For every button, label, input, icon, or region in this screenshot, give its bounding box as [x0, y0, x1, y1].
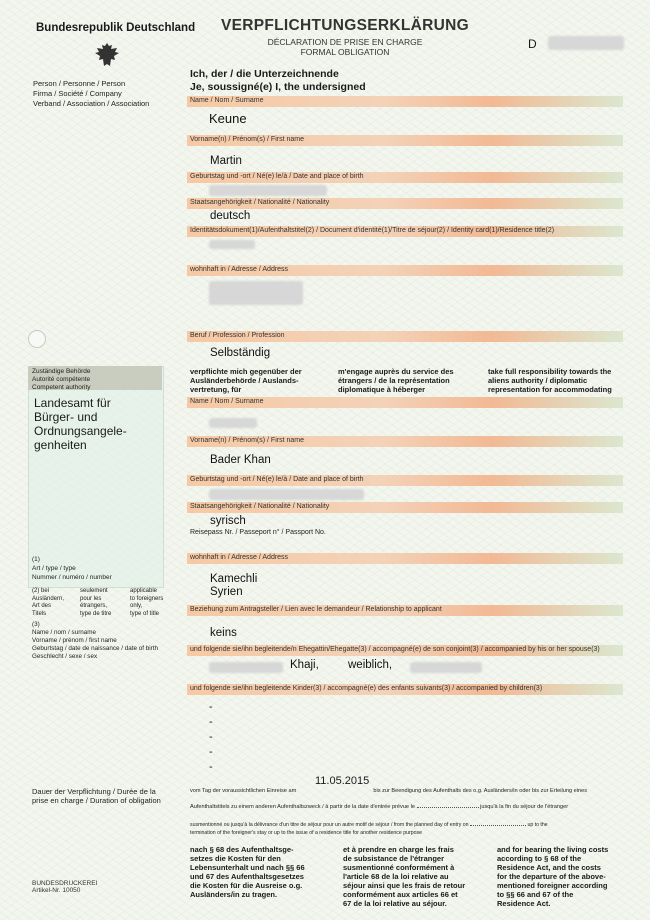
label-band: [187, 135, 623, 146]
surname-label: Name / Nom / Surname: [190, 97, 264, 104]
child-entry: -: [209, 716, 213, 728]
footnote-text: to foreigners: [130, 595, 164, 602]
footnote-text: Name / nom / surname: [32, 629, 97, 636]
duration-line-2: [190, 803, 568, 812]
authority-name: [34, 396, 127, 452]
punch-hole: [28, 330, 46, 348]
label-band: [187, 96, 623, 107]
costs-fr: [343, 845, 483, 908]
footnote-marker: (3): [32, 621, 40, 628]
label-band: [187, 172, 623, 183]
label-band: [187, 684, 623, 695]
footnote-2-fr: [80, 588, 126, 618]
child-entry: -: [209, 731, 213, 743]
intro-text: [190, 68, 366, 94]
children-label: und folgende sie/ihn begleitende Kinder(3) / accompagné(e) des enfants suivants(3) / accompanied by children(3): [190, 685, 543, 692]
authority-label-de: Zuständige Behörde: [32, 368, 91, 375]
costs-line: according to § 68 of the: [497, 854, 582, 863]
guarantor-firstname: Martin: [210, 155, 242, 167]
guest-address-label: wohnhaft in / Adresse / Address: [190, 554, 289, 561]
intro-line-fr-en: Je, soussigné(e) I, the undersigned: [190, 81, 366, 93]
form-subtitle-en: FORMAL OBLIGATION: [300, 47, 390, 57]
authority-name-line: Bürger- und: [34, 410, 98, 424]
guarantor-surname: Keune: [209, 111, 247, 126]
guest-country: Syrien: [210, 586, 243, 598]
redacted-address: [209, 281, 303, 305]
footnote-1: [32, 555, 112, 582]
obligation-line: m'engage auprès du service des: [338, 367, 454, 376]
footnote-text: Art / type / type: [32, 565, 76, 572]
relation-label: Beziehung zum Antragsteller / Lien avec le demandeur / Relationship to applicant: [190, 606, 442, 613]
obligation-line: étrangers / de la représentation: [338, 376, 450, 385]
duration-line-4: termination of the foreigner's stay or up to the issue of a residence title for another residence purpose: [190, 830, 422, 836]
footnote-text: étrangers,: [80, 603, 108, 609]
person-type-line: Person / Personne / Person: [33, 79, 126, 88]
printer-mark: [32, 880, 97, 894]
obligation-line: vertretung, für: [190, 385, 242, 394]
guest-firstname: Bader Khan: [210, 454, 271, 466]
spouse-name-part: Khaji,: [290, 659, 319, 671]
costs-line: for the departure of the above-: [497, 872, 606, 881]
footnote-text: Geburtstag / date de naissance / date of birth: [32, 645, 159, 652]
address-label: wohnhaft in / Adresse / Address: [190, 266, 289, 273]
document-number-prefix: D: [528, 37, 537, 51]
authority-header: [28, 366, 162, 390]
duration-label: [32, 787, 161, 805]
guarantor-nationality: deutsch: [210, 210, 251, 222]
footnote-text: seulement: [80, 588, 108, 594]
duration-text: up to the: [527, 822, 548, 828]
obligation-en: [488, 367, 628, 394]
costs-en: [497, 845, 632, 908]
costs-line: mentioned foreigner according: [497, 881, 608, 890]
label-band: [187, 645, 623, 656]
costs-line: Residence Act, and the costs: [497, 863, 601, 872]
redacted-spouse-birth: [410, 662, 482, 673]
costs-line: Ausländers/in zu tragen.: [190, 890, 278, 899]
guest-nationality-label: Staatsangehörigkeit / Nationalité / Nationality: [190, 503, 330, 510]
duration-text: vom Tag der voraussichtlichen Einreise am: [190, 788, 297, 794]
label-band: [187, 475, 623, 486]
guest-relation: keins: [210, 627, 237, 639]
child-entry: -: [209, 701, 213, 713]
duration-label-line: Dauer der Verpflichtung / Durée de la: [32, 787, 156, 796]
footnote-3: [32, 621, 158, 661]
costs-line: Lebensunterhalt und nach §§ 66: [190, 863, 305, 872]
authority-name-line: Landesamt für: [34, 396, 111, 410]
guest-firstname-label: Vorname(n) / Prénom(s) / First name: [190, 437, 304, 444]
costs-line: l'article 68 de la loi relative au: [343, 872, 449, 881]
identity-label: Identitätsdokument(1)/Aufenthaltstitel(2) / Document d'identité(1)/Titre de séjour(2) / Identity card(1)/Residence title(2): [190, 227, 555, 234]
obligation-line: aliens authority / diplomatic: [488, 376, 588, 385]
label-band: [187, 226, 623, 237]
authority-label-fr: Autorité compétente: [32, 376, 91, 383]
footnote-text: Art des: [32, 603, 52, 609]
redacted-guest-surname: [209, 418, 257, 428]
form-title: VERPFLICHTUNGSERKLÄRUNG: [220, 17, 469, 34]
guest-nationality: syrisch: [210, 515, 246, 527]
redacted-birth: [209, 185, 327, 196]
footnote-text: type of title: [130, 610, 160, 617]
footnote-text: Ausländern,: [32, 595, 65, 602]
redacted-spouse-name: [209, 662, 283, 673]
guest-city: Kamechli: [210, 573, 258, 585]
label-band: [187, 605, 623, 616]
duration-text: Aufenthaltstitels zu einem anderen Aufenthaltszweck / à partir de la date d'entrée prévue le: [190, 804, 415, 810]
duration-text: susmentionné ou jusqu'à la délivrance d'un titre de séjour pour un autre motif de séjour / from the planned day of entry on: [190, 822, 469, 828]
costs-line: et à prendre en charge les frais: [343, 845, 454, 854]
duration-line-1: [190, 787, 587, 796]
footnote-text: applicable: [130, 588, 158, 594]
costs-line: und 67 des Aufenthaltsgesetzes: [190, 872, 304, 881]
authority-name-line: Ordnungsangele-: [34, 424, 127, 438]
costs-line: séjour ainsi que les frais de retour: [343, 881, 466, 890]
costs-line: conformément aux articles 66 et: [343, 890, 458, 899]
label-band: [187, 436, 623, 447]
footnote-text: Vorname / prénom / first name: [32, 637, 117, 644]
footnote-2-de: [32, 588, 72, 618]
costs-line: die Kosten für die Ausreise o.g.: [190, 881, 303, 890]
label-band: [187, 553, 623, 564]
footnote-marker: (1): [32, 556, 40, 563]
costs-line: Residence Act.: [497, 899, 551, 908]
redacted-document-number: [548, 36, 624, 50]
birth-label: Geburtstag und -ort / Né(e) le/à / Date and place of birth: [190, 173, 364, 180]
child-entry: -: [209, 761, 213, 773]
costs-line: de subsistance de l'étranger: [343, 854, 444, 863]
person-type-line: Verband / Association / Association: [33, 99, 150, 108]
costs-line: susmentionné conformément à: [343, 863, 455, 872]
passport-label: Reisepass Nr. / Passeport n° / Passport No.: [190, 529, 326, 536]
form-subtitle-fr: DÉCLARATION DE PRISE EN CHARGE: [267, 37, 423, 47]
duration-text: jusqu'à la fin du séjour de l'étranger: [480, 804, 569, 810]
footnote-2-en: [130, 588, 178, 618]
costs-line: 67 de la loi relative au séjour.: [343, 899, 447, 908]
guest-surname-label: Name / Nom / Surname: [190, 398, 264, 405]
country-name: Bundesrepublik Deutschland: [36, 22, 196, 34]
footnote-text: Geschlecht / sexe / sex: [32, 653, 98, 660]
obligation-line: representation for accommodating: [488, 385, 612, 394]
footnote-text: type de titre: [80, 610, 112, 617]
article-number: Artikel-Nr. 10050: [32, 887, 81, 894]
child-entry: -: [209, 746, 213, 758]
guarantor-profession: Selbständig: [210, 347, 271, 359]
intro-line-de: Ich, der / die Unterzeichnende: [190, 68, 339, 80]
nationality-label: Staatsangehörigkeit / Nationalité / Nationality: [190, 199, 330, 206]
obligation-line: verpflichte mich gegenüber der: [190, 367, 302, 376]
label-band: [187, 397, 623, 408]
obligation-fr: [338, 367, 483, 394]
obligation-line: Ausländerbehörde / Auslands-: [190, 376, 299, 385]
costs-line: to §§ 66 and 67 of the: [497, 890, 574, 899]
label-band: [187, 331, 623, 342]
person-type-line: Firma / Société / Company: [33, 89, 122, 98]
costs-de: [190, 845, 330, 899]
costs-line: nach § 68 des Aufenthaltsge-: [190, 845, 294, 854]
costs-line: and for bearing the living costs: [497, 845, 609, 854]
guest-birth-label: Geburtstag und -ort / Né(e) le/à / Date and place of birth: [190, 476, 364, 483]
person-type-label: [33, 79, 149, 109]
footnote-text: Nummer / numéro / number: [32, 574, 112, 581]
obligation-line: diplomatique à héberger: [338, 385, 426, 394]
label-band: [187, 502, 623, 513]
costs-line: setzes die Kosten für den: [190, 854, 281, 863]
redacted-guest-birth: [209, 489, 364, 500]
obligation-de: [190, 367, 330, 394]
footnote-text: only,: [130, 603, 143, 609]
authority-header-text: [28, 366, 162, 394]
label-band: [187, 265, 623, 276]
profession-label: Beruf / Profession / Profession: [190, 332, 285, 339]
duration-text: bis zur Beendigung des Aufenthalts des o.g. Ausländers/in oder bis zur Erteilung eines: [373, 788, 587, 794]
redacted-identity: [209, 240, 255, 249]
footnote-text: (2) bei: [32, 588, 50, 594]
footnote-text: pour les: [80, 595, 102, 602]
footnote-text: Titels: [32, 610, 47, 617]
printer-name: BUNDESDRUCKEREI: [32, 880, 98, 887]
authority-label-en: Competent authority: [32, 384, 91, 391]
label-band: [187, 198, 623, 209]
federal-eagle-icon: [92, 40, 122, 70]
spouse-label: und folgende sie/ihn begleitende/n Ehegattin/Ehegatte(3) / accompagné(e) de son conjoint(3) / accompanied by his or her spouse(3): [190, 646, 600, 653]
obligation-line: take full responsibility towards the: [488, 367, 612, 376]
authority-name-line: genheiten: [34, 438, 87, 452]
firstname-label: Vorname(n) / Prénom(s) / First name: [190, 136, 304, 143]
spouse-sex: weiblich,: [348, 659, 393, 671]
entry-date: 11.05.2015: [315, 775, 370, 787]
duration-label-line: prise en charge / Duration of obligation: [32, 796, 161, 805]
